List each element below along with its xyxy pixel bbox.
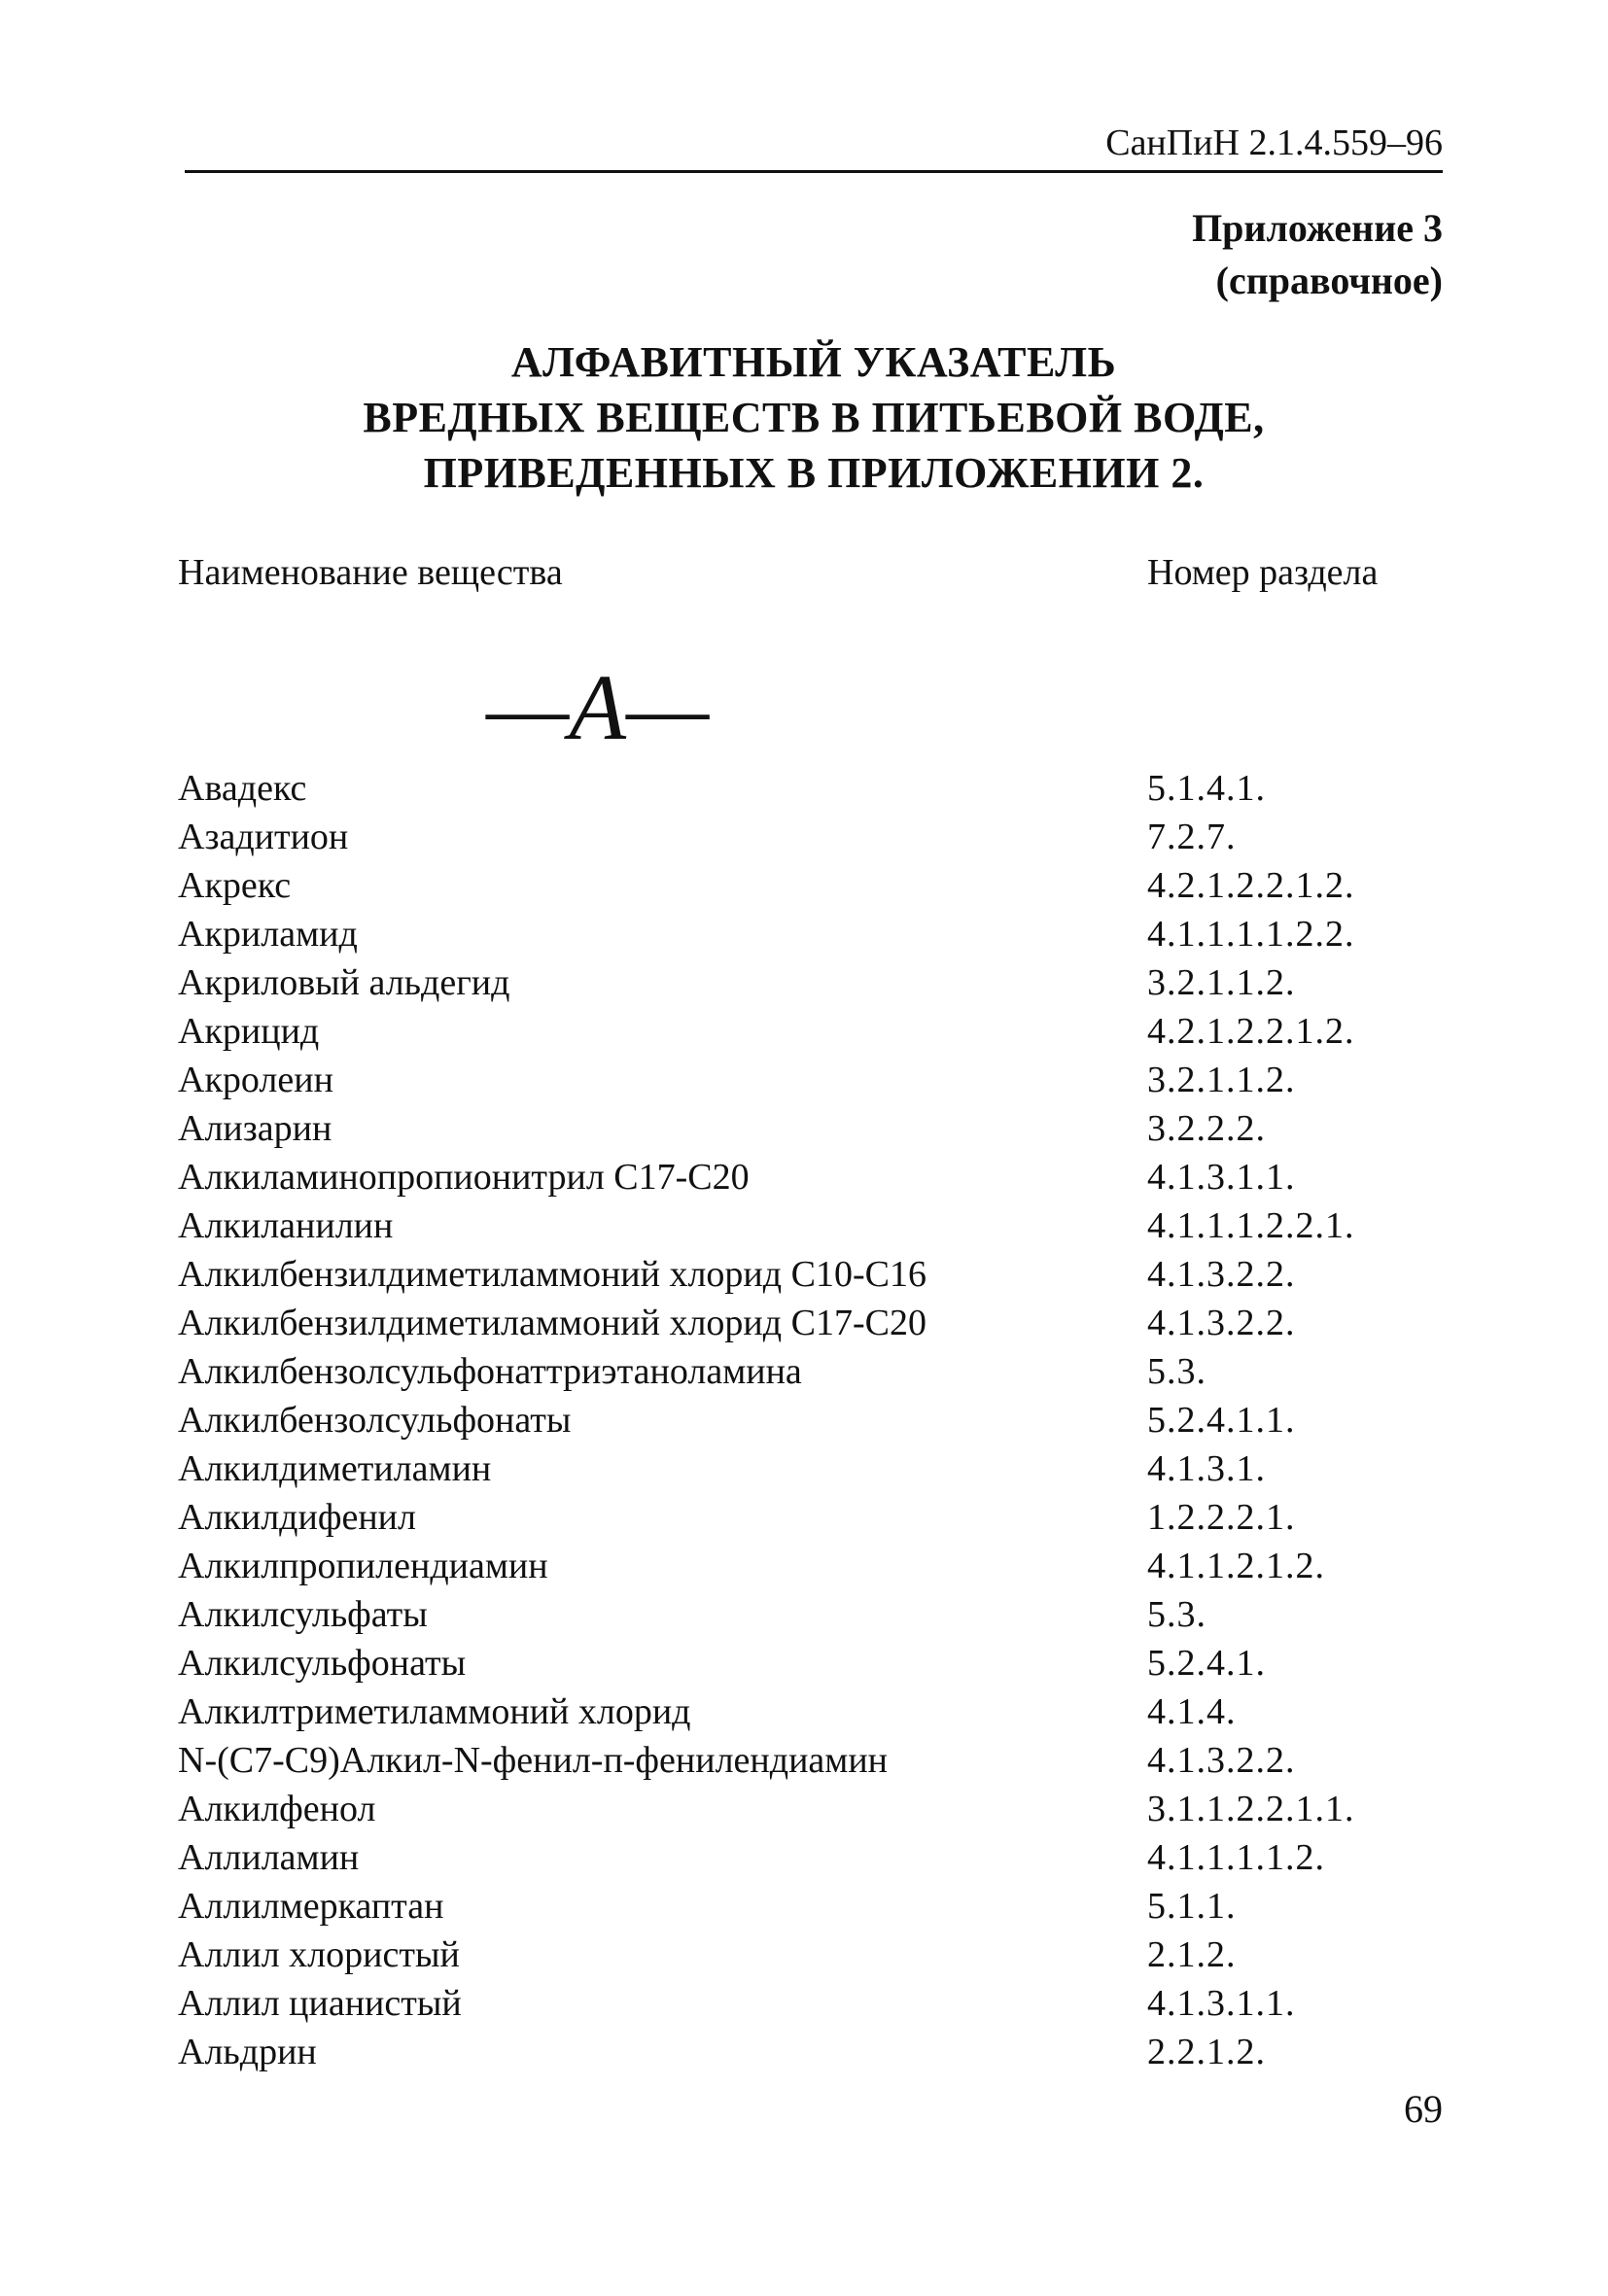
section-number: 4.1.1.1.1.2. (1147, 1837, 1325, 1878)
index-entry (0, 1396, 1608, 1444)
section-number: 2.2.1.2. (1147, 2032, 1266, 2072)
index-entry (0, 1736, 1608, 1785)
substance-name: Акрицид (178, 1011, 320, 1052)
index-entry (0, 1639, 1608, 1687)
title-line-1: АЛФАВИТНЫЙ УКАЗАТЕЛЬ (510, 338, 1117, 386)
section-number: 4.2.1.2.2.1.2. (1147, 865, 1355, 906)
section-number: 3.1.1.2.2.1.1. (1147, 1789, 1355, 1829)
index-entry (0, 861, 1608, 910)
substance-name: Акрекс (178, 865, 292, 906)
index-entry (0, 910, 1608, 958)
substance-name: Алкилфенол (178, 1789, 376, 1829)
substance-name: Алкилдифенил (178, 1497, 416, 1538)
substance-name: Алкилсульфаты (178, 1594, 428, 1635)
column-header-number: Номер раздела (1147, 552, 1379, 593)
substance-name: Акриловый альдегид (178, 962, 510, 1003)
index-entry (0, 958, 1608, 1007)
section-number: 1.2.2.2.1. (1147, 1497, 1296, 1538)
substance-name: Акриламид (178, 914, 358, 955)
index-entry (0, 813, 1608, 861)
index-entry (0, 1347, 1608, 1396)
substance-name: Алкилбензолсульфонаты (178, 1400, 572, 1441)
section-number: 4.2.1.2.2.1.2. (1147, 1011, 1355, 1052)
index-entry (0, 1201, 1608, 1250)
substance-name: Алкилсульфонаты (178, 1643, 467, 1684)
section-number: 4.1.3.1. (1147, 1448, 1266, 1489)
section-number: 4.1.1.1.1.2.2. (1147, 914, 1355, 955)
index-entry (0, 1833, 1608, 1882)
substance-name: Аллиламин (178, 1837, 360, 1878)
section-number: 7.2.7. (1147, 817, 1237, 857)
index-entry (0, 1250, 1608, 1299)
page-number: 69 (1404, 2087, 1443, 2131)
section-number: 3.2.1.1.2. (1147, 1060, 1296, 1100)
title-line-2: ВРЕДНЫХ ВЕЩЕСТВ В ПИТЬЕВОЙ ВОДЕ, (363, 394, 1265, 441)
index-entry (0, 1931, 1608, 1979)
substance-name: N-(С7-С9)Алкил-N-фенил-п-фенилендиамин (178, 1740, 889, 1781)
section-letter-heading: —А— (486, 655, 710, 759)
document-code: СанПиН 2.1.4.559–96 (1105, 122, 1443, 163)
substance-name: Алкиланилин (178, 1205, 394, 1246)
section-number: 3.2.2.2. (1147, 1108, 1266, 1149)
section-number: 4.1.3.2.2. (1147, 1303, 1296, 1343)
index-entry (0, 1687, 1608, 1736)
section-number: 4.1.4. (1147, 1691, 1237, 1732)
index-entry (0, 1056, 1608, 1104)
substance-name: Алкилтриметиламмоний хлорид (178, 1691, 691, 1732)
index-entry (0, 1882, 1608, 1931)
substance-name: Акролеин (178, 1060, 333, 1100)
index-entry (0, 1104, 1608, 1153)
section-number: 4.1.3.1.1. (1147, 1983, 1296, 2024)
substance-name: Альдрин (178, 2032, 317, 2072)
substance-name: Алкилбензилдиметиламмоний хлорид С17-С20 (178, 1303, 926, 1343)
substance-name: Авадекс (178, 768, 307, 809)
substance-name: Аллил хлористый (178, 1934, 460, 1975)
index-entry (0, 1299, 1608, 1347)
substance-name: Алкилпропилендиамин (178, 1546, 548, 1586)
title-line-3: ПРИВЕДЕННЫХ В ПРИЛОЖЕНИИ 2. (423, 449, 1205, 497)
appendix-title: Приложение 3 (1192, 206, 1443, 250)
substance-name: Ализарин (178, 1108, 332, 1149)
index-entries-list (0, 764, 1608, 2076)
section-number: 5.2.4.1. (1147, 1643, 1266, 1684)
index-entry (0, 1493, 1608, 1542)
appendix-subtitle: (справочное) (1215, 259, 1443, 302)
substance-name: Аллил цианистый (178, 1983, 462, 2024)
substance-name: Алкилбензолсульфонаттриэтаноламина (178, 1351, 802, 1392)
substance-name: Алкиламинопропионитрил С17-С20 (178, 1157, 750, 1198)
header-rule (185, 170, 1443, 173)
index-entry (0, 1979, 1608, 2028)
substance-name: Алкилбензилдиметиламмоний хлорид С10-С16 (178, 1254, 926, 1295)
index-entry (0, 1444, 1608, 1493)
index-entry (0, 764, 1608, 813)
index-entry (0, 1153, 1608, 1201)
section-number: 4.1.1.1.2.2.1. (1147, 1205, 1355, 1246)
appendix-label (1192, 202, 1443, 307)
section-number: 4.1.3.2.2. (1147, 1254, 1296, 1295)
section-number: 5.3. (1147, 1594, 1206, 1635)
section-number: 4.1.1.2.1.2. (1147, 1546, 1325, 1586)
index-entry (0, 1542, 1608, 1590)
substance-name: Алкилдиметиламин (178, 1448, 492, 1489)
section-number: 4.1.3.2.2. (1147, 1740, 1296, 1781)
substance-name: Азадитион (178, 817, 349, 857)
section-number: 5.3. (1147, 1351, 1206, 1392)
index-entry (0, 1785, 1608, 1833)
substance-name: Аллилмеркаптан (178, 1886, 444, 1927)
column-header-name: Наименование вещества (178, 552, 563, 593)
index-entry (0, 2028, 1608, 2076)
section-number: 5.1.1. (1147, 1886, 1237, 1927)
page-title (185, 334, 1443, 501)
section-number: 3.2.1.1.2. (1147, 962, 1296, 1003)
section-number: 2.1.2. (1147, 1934, 1237, 1975)
index-entry (0, 1590, 1608, 1639)
section-number: 5.1.4.1. (1147, 768, 1266, 809)
section-number: 5.2.4.1.1. (1147, 1400, 1296, 1441)
index-entry (0, 1007, 1608, 1056)
section-number: 4.1.3.1.1. (1147, 1157, 1296, 1198)
